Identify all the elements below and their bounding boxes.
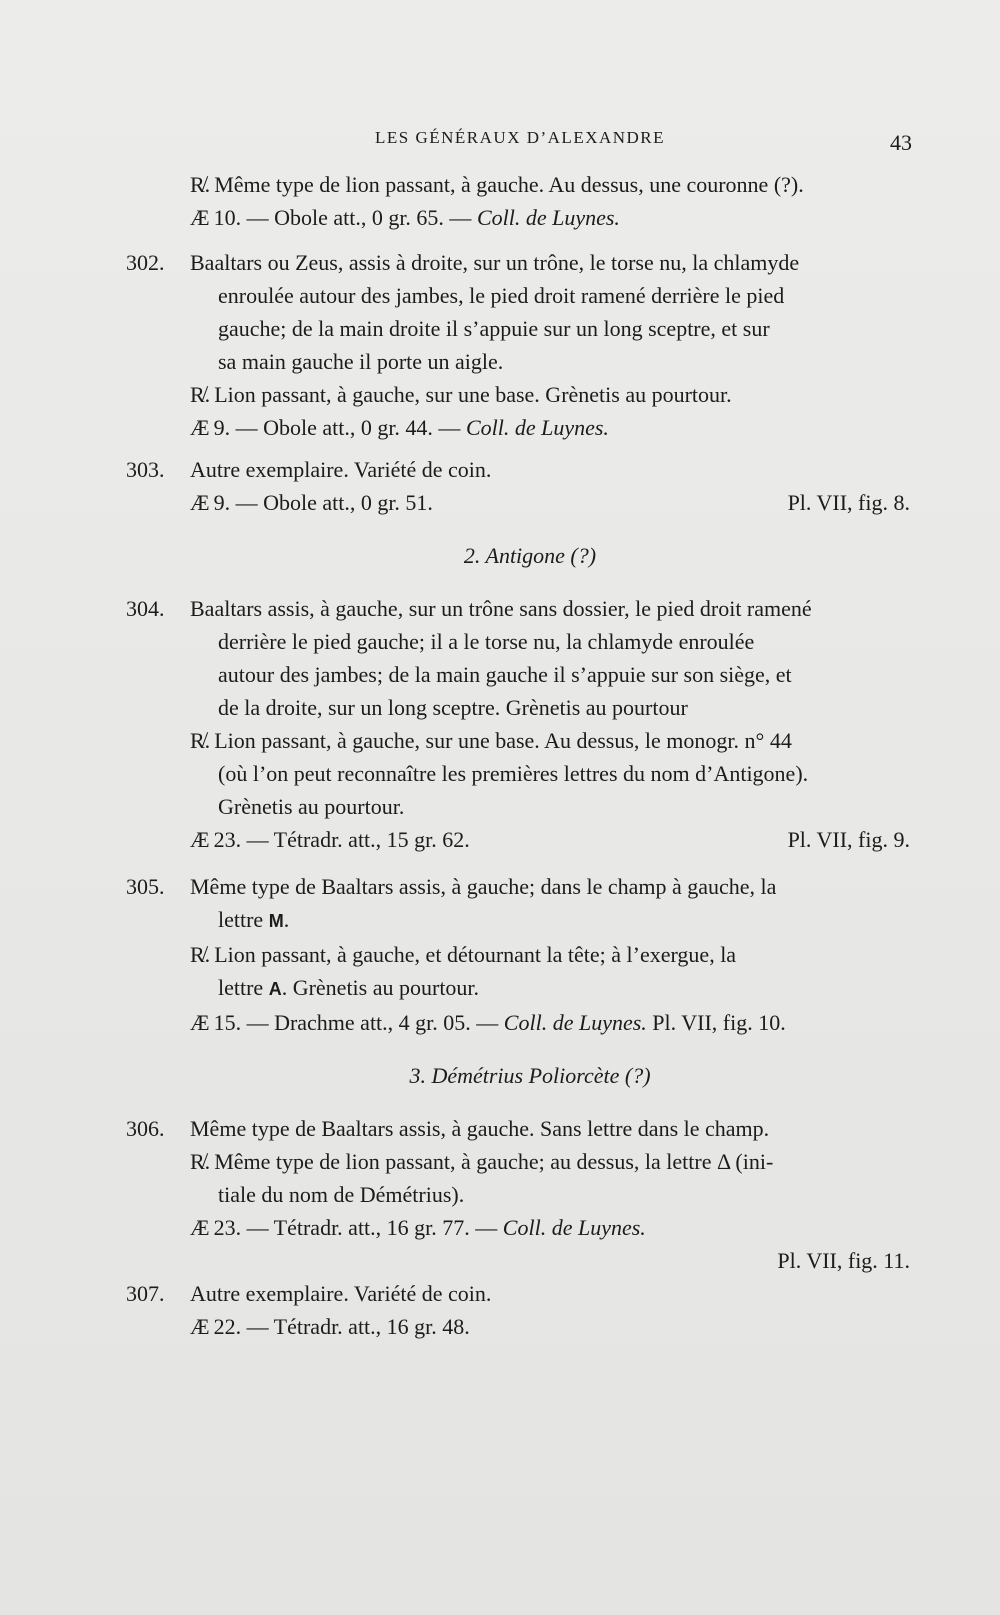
entry-306 xyxy=(120,1112,910,1277)
entry-301-continuation xyxy=(120,168,910,234)
metal-line: Æ 9. — Obole att., 0 gr. 44. — Coll. de Luynes. xyxy=(190,415,609,440)
exergue-letter: A xyxy=(268,979,282,999)
metal-line: Æ 15. — Drachme att., 4 gr. 05. — Coll. de Luynes. Pl. VII, fig. 10. xyxy=(190,1010,786,1035)
metal-line: Æ 22. — Tétradr. att., 16 gr. 48. xyxy=(190,1314,470,1339)
description-line: Même type de Baaltars assis, à gauche; dans le champ à gauche, la xyxy=(190,874,777,899)
silver-symbol: Æ xyxy=(190,415,210,440)
section-heading-antigone: 2. Antigone (?) xyxy=(463,543,597,568)
entry-304 xyxy=(120,592,910,856)
silver-symbol: Æ xyxy=(190,205,210,230)
description-line: autour des jambes; de la main gauche il s’appuie sur son siège, et xyxy=(218,662,792,687)
collection: Coll. de Luynes. xyxy=(465,415,609,440)
entry-number: 304. xyxy=(126,596,165,621)
reverse-line: Grènetis au pourtour. xyxy=(218,794,405,819)
reverse-symbol: R̸. xyxy=(190,1149,211,1174)
metal-line: Æ 10. — Obole att., 0 gr. 65. — Coll. de Luynes. xyxy=(190,205,620,230)
reverse-line: tiale du nom de Démétrius). xyxy=(218,1182,465,1207)
section-heading-demetrius: 3. Démétrius Poliorcète (?) xyxy=(409,1063,651,1088)
reverse-line: R̸. Lion passant, à gauche, sur une base. Grènetis au pourtour. xyxy=(190,382,732,407)
page-header xyxy=(375,128,912,158)
plate-reference: Pl. VII, fig. 9. xyxy=(787,827,910,852)
catalogue-text xyxy=(120,168,910,1343)
description-line: Baaltars ou Zeus, assis à droite, sur un trône, le torse nu, la chlamyde xyxy=(190,250,800,275)
entry-302 xyxy=(120,246,910,444)
description-line: lettre M. xyxy=(218,907,290,932)
entry-305 xyxy=(120,870,910,1039)
entry-number: 305. xyxy=(126,874,165,899)
reverse-line: lettre A. Grènetis au pourtour. xyxy=(218,975,480,1000)
reverse-line: R̸. Lion passant, à gauche, sur une base. Au dessus, le monogr. n° 44 xyxy=(190,728,792,753)
description-line: Autre exemplaire. Variété de coin. xyxy=(190,457,492,482)
description-line: enroulée autour des jambes, le pied droit ramené derrière le pied xyxy=(218,283,785,308)
collection: Coll. de Luynes. xyxy=(502,1215,646,1240)
metal-line: Æ 9. — Obole att., 0 gr. 51. Pl. VII, fig. 8. xyxy=(190,486,910,519)
description-line: Baaltars assis, à gauche, sur un trône sans dossier, le pied droit ramené xyxy=(190,596,812,621)
entry-number: 303. xyxy=(126,457,165,482)
description-line: de la droite, sur un long sceptre. Grènetis au pourtour xyxy=(218,695,688,720)
reverse-line: R̸. Lion passant, à gauche, et détournant la tête; à l’exergue, la xyxy=(190,942,737,967)
description-line: gauche; de la main droite il s’appuie sur un long sceptre, et sur xyxy=(218,316,770,341)
description-line: sa main gauche il porte un aigle. xyxy=(218,349,504,374)
reverse-symbol: R̸. xyxy=(190,942,211,967)
page-number: 43 xyxy=(890,130,912,155)
description-line: Même type de Baaltars assis, à gauche. Sans lettre dans le champ. xyxy=(190,1116,770,1141)
entry-number: 306. xyxy=(126,1116,165,1141)
plate-reference: Pl. VII, fig. 10. xyxy=(652,1010,786,1035)
entry-303 xyxy=(120,453,910,519)
entry-307 xyxy=(120,1277,910,1343)
field-letter: M xyxy=(268,911,284,931)
reverse-symbol: R̸. xyxy=(190,172,211,197)
silver-symbol: Æ xyxy=(190,827,210,852)
entry-number: 307. xyxy=(126,1281,165,1306)
reverse-line: R̸. Même type de lion passant, à gauche; au dessus, la lettre Δ (ini- xyxy=(190,1149,774,1174)
silver-symbol: Æ xyxy=(190,490,210,515)
silver-symbol: Æ xyxy=(190,1314,210,1339)
reverse-line: (où l’on peut reconnaître les premières lettres du nom d’Antigone). xyxy=(218,761,809,786)
silver-symbol: Æ xyxy=(190,1010,210,1035)
reverse-line: R̸. Même type de lion passant, à gauche. Au dessus, une couronne (?). xyxy=(190,172,804,197)
plate-reference: Pl. VII, fig. 8. xyxy=(787,490,910,515)
metal-line: Æ 23. — Tétradr. att., 15 gr. 62. Pl. VII, fig. 9. xyxy=(190,823,910,856)
running-title: LES GÉNÉRAUX D’ALEXANDRE xyxy=(375,128,666,147)
reverse-symbol: R̸. xyxy=(190,382,211,407)
collection: Coll. de Luynes. xyxy=(476,205,620,230)
collection: Coll. de Luynes. xyxy=(503,1010,647,1035)
description-line: Autre exemplaire. Variété de coin. xyxy=(190,1281,492,1306)
entry-number: 302. xyxy=(126,250,165,275)
plate-line xyxy=(190,1244,910,1277)
description-line: derrière le pied gauche; il a le torse nu, la chlamyde enroulée xyxy=(218,629,755,654)
reverse-symbol: R̸. xyxy=(190,728,211,753)
metal-line: Æ 23. — Tétradr. att., 16 gr. 77. — Coll. de Luynes. xyxy=(190,1215,646,1240)
silver-symbol: Æ xyxy=(190,1215,210,1240)
plate-reference: Pl. VII, fig. 11. xyxy=(777,1248,910,1273)
